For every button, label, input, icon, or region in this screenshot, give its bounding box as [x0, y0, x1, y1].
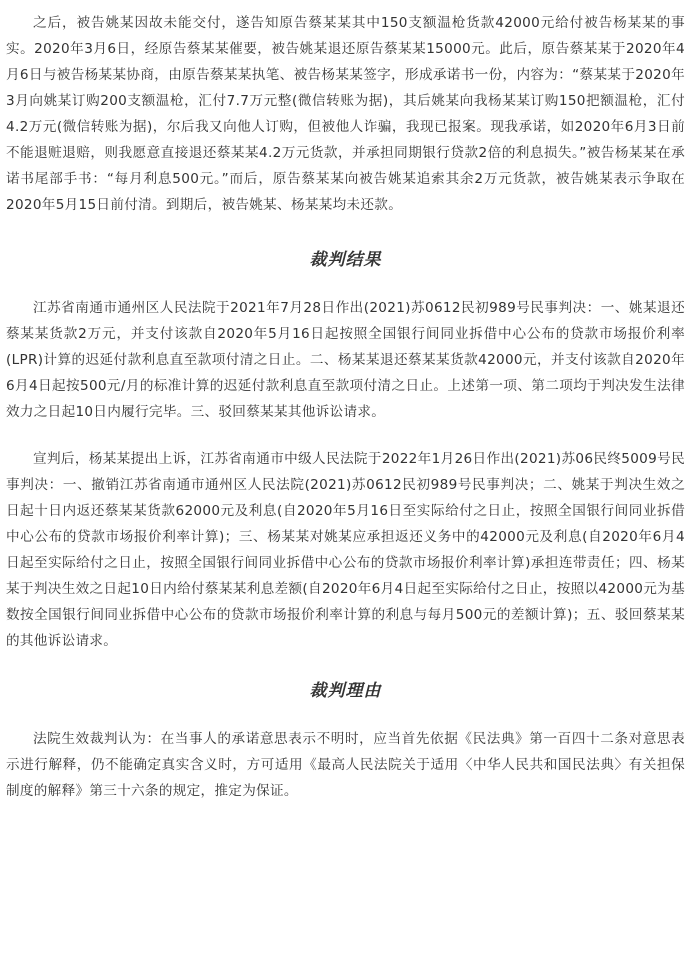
second-instance-paragraph: 宣判后，杨某某提出上诉，江苏省南通市中级人民法院于2022年1月26日作出(2021)苏06民终5009号民事判决：一、撤销江苏省南通市通州区人民法院(2021)苏0612民初989号民事判决；二、姚某于判决生效之日起十日内返还蔡某某货款62000元及利息(自2020年5月16日至实际给付之日止，按照全国银行间同业拆借中心公布的贷款市场报价利率计算)；三、杨某某对姚某应承担返还义务中的42000元及利息(自2020年6月4日起至实际给付之日止，按照全国银行间同业拆借中心公布的贷款市场报价利率计算)承担连带责任；四、杨某某于判决生效之日起10日内给付蔡某某利息差额(自2020年6月4日起至实际给付之日止，按照以42000元为基数按全国银行间同业拆借中心公布的贷款市场报价利率计算的利息与每月500元的差额计算)；五、驳回蔡某某的其他诉讼请求。 [6, 451, 685, 649]
facts-paragraph: 之后，被告姚某因故未能交付，遂告知原告蔡某某其中150支额温枪货款42000元给付被告杨某某的事实。2020年3月6日，经原告蔡某某催要，被告姚某退还原告蔡某某15000元。此后，原告蔡某某于2020年4月6日与被告杨某某协商，由原告蔡某某执笔、被告杨某某签字，形成承诺书一份，内容为：“蔡某某于2020年3月向姚某订购200支额温枪，汇付7.7万元整(微信转账为据)，其后姚某向我杨某某订购150把额温枪，汇付4.2万元(微信转账为据)，尔后我又向他人订购，但被他人诈骗，我现已报案。现我承诺，如2020年6月3日前不能退赃退赔，则我愿意直接退还蔡某某4.2万元货款，并承担同期银行贷款2倍的利息损失。”被告杨某某在承诺书尾部手书：“每月利息500元。”而后，原告蔡某某向被告姚某追索其余2万元货款，被告姚某表示争取在2020年5月15日前付清。到期后，被告姚某、杨某某均未还款。 [6, 15, 685, 213]
heading-judgment-result: 裁判结果 [309, 250, 382, 270]
heading-judgment-reason: 裁判理由 [309, 681, 382, 701]
reasoning-paragraph: 法院生效裁判认为：在当事人的承诺意思表示不明时，应当首先依据《民法典》第一百四十二条对意思表示进行解释，仍不能确定真实含义时，方可适用《最高人民法院关于适用〈中华人民共和国民法典〉有关担保制度的解释》第三十六条的规定，推定为保证。 [6, 731, 685, 799]
first-instance-paragraph: 江苏省南通市通州区人民法院于2021年7月28日作出(2021)苏0612民初989号民事判决：一、姚某退还蔡某某货款2万元，并支付该款自2020年5月16日起按照全国银行间同业拆借中心公布的贷款市场报价利率(LPR)计算的迟延付款利息直至款项付清之日止。二、杨某某退还蔡某某货款42000元，并支付该款自2020年6月4日起按500元/月的标准计算的迟延付款利息直至款项付清之日止。上述第一项、第二项均于判决发生法律效力之日起10日内履行完毕。三、驳回蔡某某其他诉讼请求。 [6, 300, 685, 420]
